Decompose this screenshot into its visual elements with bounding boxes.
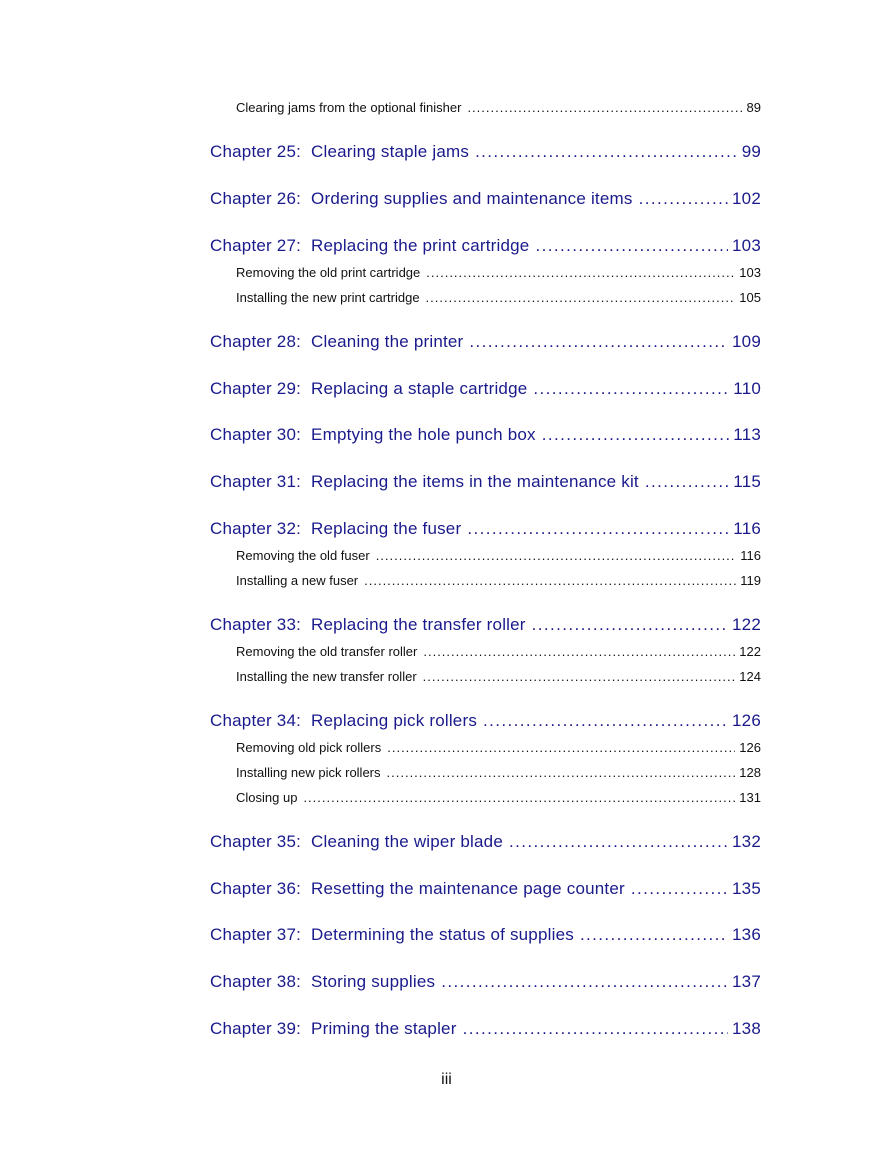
dot-leader — [631, 879, 728, 899]
dot-leader — [467, 100, 742, 115]
dot-leader — [467, 519, 729, 539]
dot-leader — [426, 265, 735, 280]
toc-page-number: 109 — [732, 332, 761, 351]
toc-chapter-35[interactable] — [210, 832, 761, 852]
toc-chapter-number: Chapter 26: — [210, 189, 302, 208]
toc-page-number: 122 — [739, 644, 761, 659]
toc-page-number: 102 — [732, 189, 761, 208]
toc-section-title: Installing the new transfer roller — [236, 669, 417, 684]
toc-section-title: Removing old pick rollers — [236, 740, 382, 755]
toc-chapter-37[interactable] — [210, 925, 761, 945]
dot-leader — [463, 1019, 728, 1039]
dot-leader — [426, 290, 736, 305]
toc-chapter-number: Chapter 29: — [210, 379, 302, 398]
toc-chapter-title: Ordering supplies and maintenance items — [311, 189, 633, 208]
toc-chapter-27[interactable] — [210, 236, 761, 256]
dot-leader — [423, 644, 735, 659]
toc-section-title: Installing new pick rollers — [236, 765, 381, 780]
toc-chapter-number: Chapter 32: — [210, 519, 302, 538]
toc-section-title: Removing the old transfer roller — [236, 644, 418, 659]
toc-section-removing-transfer-roller[interactable] — [236, 644, 761, 659]
toc-section-title: Installing the new print cartridge — [236, 290, 420, 305]
dot-leader — [387, 765, 736, 780]
dot-leader — [469, 332, 728, 352]
toc-chapter-title: Clearing staple jams — [311, 142, 470, 161]
toc-page-number: 110 — [733, 379, 761, 398]
dot-leader — [475, 142, 738, 162]
dot-leader — [423, 669, 736, 684]
toc-section-clearing-jams-finisher[interactable] — [236, 100, 761, 115]
toc-section-installing-pick-rollers[interactable] — [236, 765, 761, 780]
dot-leader — [542, 425, 730, 445]
toc-page-number: 105 — [739, 290, 761, 305]
dot-leader — [533, 379, 729, 399]
toc-chapter-title: Resetting the maintenance page counter — [311, 879, 625, 898]
toc-page-number: 138 — [732, 1019, 761, 1038]
toc-chapter-number: Chapter 37: — [210, 925, 302, 944]
toc-chapter-title: Priming the stapler — [311, 1019, 457, 1038]
toc-chapter-number: Chapter 39: — [210, 1019, 302, 1038]
toc-page-number: 128 — [739, 765, 761, 780]
toc-chapter-29[interactable] — [210, 379, 761, 399]
toc-section-removing-print-cartridge[interactable] — [236, 265, 761, 280]
toc-chapter-title: Cleaning the printer — [311, 332, 464, 351]
toc-page-number: 132 — [732, 832, 761, 851]
dot-leader — [376, 548, 737, 563]
toc-chapter-28[interactable] — [210, 332, 761, 352]
toc-section-installing-print-cartridge[interactable] — [236, 290, 761, 305]
toc-chapter-number: Chapter 30: — [210, 425, 302, 444]
dot-leader — [387, 740, 735, 755]
toc-section-removing-fuser[interactable] — [236, 548, 761, 563]
toc-chapter-title: Replacing the fuser — [311, 519, 462, 538]
toc-section-title: Closing up — [236, 790, 298, 805]
toc-chapter-number: Chapter 28: — [210, 332, 302, 351]
dot-leader — [364, 573, 736, 588]
toc-page-number: 103 — [739, 265, 761, 280]
dot-leader — [509, 832, 728, 852]
toc-chapter-title: Storing supplies — [311, 972, 436, 991]
dot-leader — [532, 615, 728, 635]
toc-page-number: 116 — [740, 548, 761, 563]
toc-chapter-title: Determining the status of supplies — [311, 925, 574, 944]
toc-page-number: 122 — [732, 615, 761, 634]
toc-chapter-38[interactable] — [210, 972, 761, 992]
toc-page-number: 137 — [732, 972, 761, 991]
dot-leader — [535, 236, 728, 256]
toc-chapter-25[interactable] — [210, 142, 761, 162]
toc-chapter-34[interactable] — [210, 711, 761, 731]
toc-page-number: 136 — [732, 925, 761, 944]
toc-page-number: 103 — [732, 236, 761, 255]
dot-leader — [303, 790, 735, 805]
dot-leader — [580, 925, 728, 945]
toc-chapter-number: Chapter 31: — [210, 472, 302, 491]
toc-page-number: 124 — [739, 669, 761, 684]
toc-chapter-30[interactable] — [210, 425, 761, 445]
toc-chapter-33[interactable] — [210, 615, 761, 635]
toc-chapter-number: Chapter 33: — [210, 615, 302, 634]
dot-leader — [483, 711, 728, 731]
toc-chapter-title: Replacing the print cartridge — [311, 236, 530, 255]
toc-chapter-title: Replacing a staple cartridge — [311, 379, 528, 398]
toc-section-title: Removing the old fuser — [236, 548, 370, 563]
toc-page-number: 135 — [732, 879, 761, 898]
toc-chapter-title: Emptying the hole punch box — [311, 425, 536, 444]
toc-chapter-number: Chapter 35: — [210, 832, 302, 851]
toc-chapter-36[interactable] — [210, 879, 761, 899]
toc-page-number: 99 — [741, 142, 761, 161]
toc-page-number: 126 — [732, 711, 761, 730]
page-footer-number: iii — [441, 1071, 452, 1088]
toc-section-title: Clearing jams from the optional finisher — [236, 100, 462, 115]
toc-section-title: Installing a new fuser — [236, 573, 359, 588]
dot-leader — [639, 189, 728, 209]
toc-chapter-number: Chapter 34: — [210, 711, 302, 730]
toc-chapter-39[interactable] — [210, 1019, 761, 1039]
toc-chapter-32[interactable] — [210, 519, 761, 539]
toc-chapter-26[interactable] — [210, 189, 761, 209]
dot-leader — [441, 972, 728, 992]
toc-section-installing-transfer-roller[interactable] — [236, 669, 761, 684]
toc-page-number: 116 — [733, 519, 761, 538]
toc-page-number: 113 — [733, 425, 761, 444]
toc-page-number: 131 — [739, 790, 761, 805]
toc-section-installing-fuser[interactable] — [236, 573, 761, 588]
dot-leader — [645, 472, 729, 492]
toc-chapter-number: Chapter 36: — [210, 879, 302, 898]
toc-section-title: Removing the old print cartridge — [236, 265, 421, 280]
toc-page-number: 89 — [746, 100, 761, 115]
toc-chapter-number: Chapter 27: — [210, 236, 302, 255]
toc-chapter-number: Chapter 38: — [210, 972, 302, 991]
toc-chapter-number: Chapter 25: — [210, 142, 302, 161]
toc-chapter-title: Replacing the transfer roller — [311, 615, 526, 634]
toc-section-removing-pick-rollers[interactable] — [236, 740, 761, 755]
toc-chapter-title: Cleaning the wiper blade — [311, 832, 503, 851]
toc-chapter-title: Replacing pick rollers — [311, 711, 478, 730]
toc-page-number: 119 — [740, 573, 761, 588]
toc-chapter-title: Replacing the items in the maintenance kit — [311, 472, 639, 491]
toc-chapter-31[interactable] — [210, 472, 761, 492]
toc-section-closing-up[interactable] — [236, 790, 761, 805]
toc-page-number: 115 — [733, 472, 761, 491]
toc-page-number: 126 — [739, 740, 761, 755]
